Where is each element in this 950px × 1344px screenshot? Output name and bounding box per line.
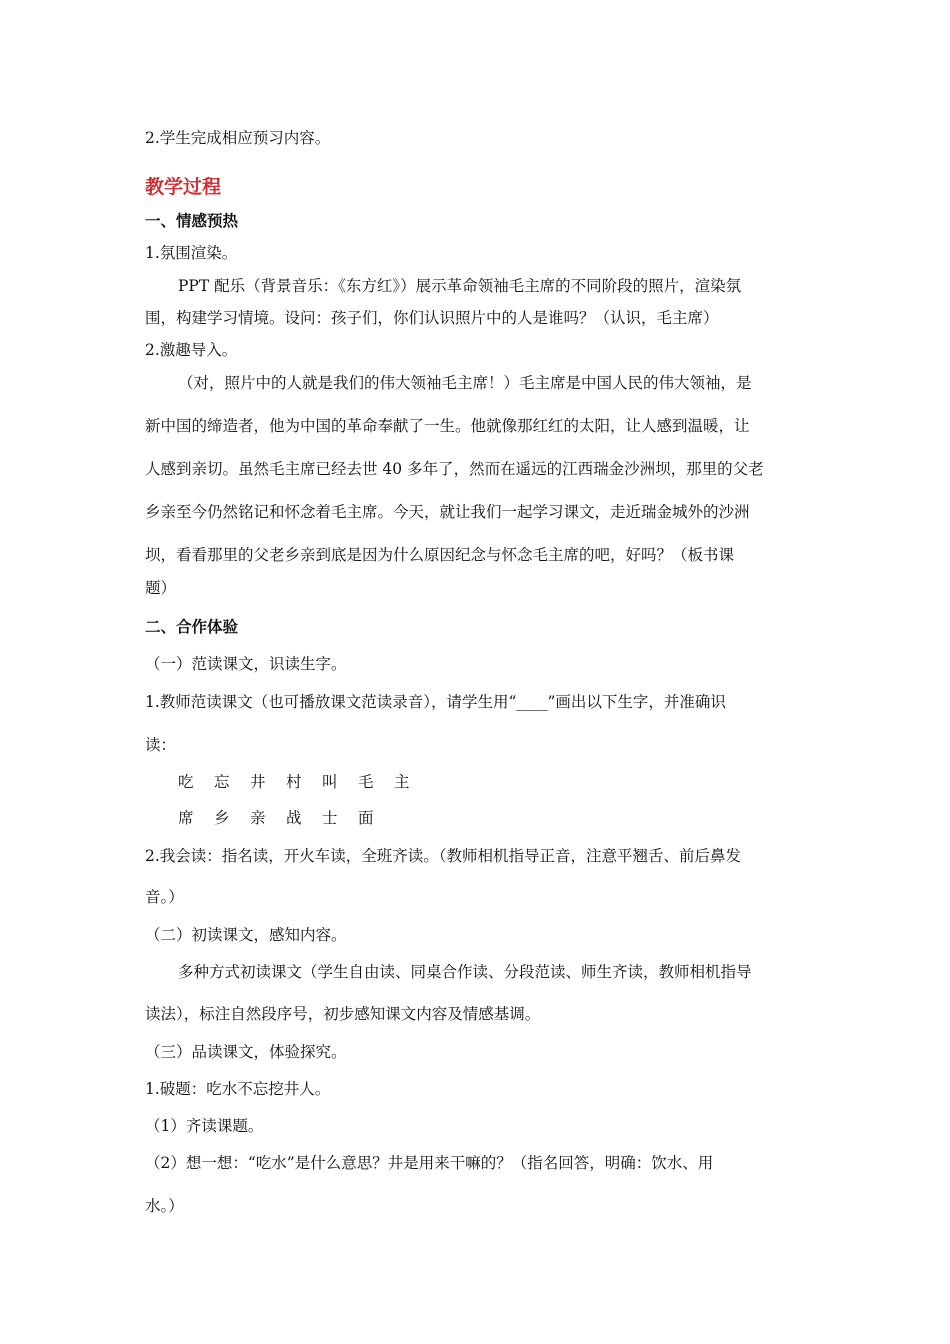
- part2-heading: 二、合作体验: [145, 618, 239, 636]
- paragraph-line: 读法），标注自然段序号，初步感知课文内容及情感基调。: [145, 1005, 541, 1023]
- paragraph-line: 2.我会读：指名读，开火车读，全班齐读。（教师相机指导正音，注意平翘舌、前后鼻发: [145, 847, 742, 865]
- char-cell: 村: [286, 773, 302, 791]
- char-cell: 毛: [358, 773, 374, 791]
- char-cell: 面: [358, 809, 374, 827]
- section-title: 教学过程: [145, 176, 222, 198]
- subheading: （一）范读课文，识读生字。: [145, 655, 347, 673]
- char-cell: 井: [250, 773, 266, 791]
- paragraph-line: （1）齐读课题。: [145, 1117, 264, 1135]
- paragraph-line: 坝，看看那里的父老乡亲到底是因为什么原因纪念与怀念毛主席的吧，好吗？（板书课: [145, 546, 735, 564]
- char-row: [178, 772, 430, 792]
- paragraph-line: 题）: [145, 579, 177, 597]
- paragraph-line: 人感到亲切。虽然毛主席已经去世 40 多年了，然而在遥远的江西瑞金沙洲坝，那里的父老: [145, 460, 764, 478]
- paragraph-line: 乡亲至今仍然铭记和怀念着毛主席。今天，就让我们一起学习课文，走近瑞金城外的沙洲: [145, 503, 750, 521]
- paragraph-line: 水。）: [145, 1197, 184, 1215]
- paragraph-line: （对，照片中的人就是我们的伟大领袖毛主席！）毛主席是中国人民的伟大领袖，是: [178, 374, 752, 392]
- char-cell: 战: [286, 809, 302, 827]
- char-cell: 忘: [214, 773, 230, 791]
- char-cell: 士: [322, 809, 338, 827]
- paragraph-line: （2）想一想：“吃水”是什么意思？井是用来干嘛的？（指名回答，明确：饮水、用: [145, 1154, 714, 1172]
- part1-item2: 2.激趣导入。: [145, 341, 238, 359]
- part1-heading: 一、情感预热: [145, 212, 239, 230]
- paragraph-line: 1.破题：吃水不忘挖井人。: [145, 1080, 331, 1098]
- char-cell: 亲: [250, 809, 266, 827]
- prep-item: 2.学生完成相应预习内容。: [145, 129, 331, 147]
- char-cell: 吃: [178, 773, 194, 791]
- paragraph-line: PPT 配乐（背景音乐：《东方红》）展示革命领袖毛主席的不同阶段的照片，渲染氛: [178, 277, 742, 295]
- paragraph-line: 1.教师范读课文（也可播放课文范读录音），请学生用“____”画出以下生字，并准确识: [145, 693, 726, 711]
- paragraph-line: 多种方式初读课文（学生自由读、同桌合作读、分段范读、师生齐读，教师相机指导: [178, 963, 752, 981]
- subheading: （三）品读课文，体验探究。: [145, 1043, 347, 1061]
- paragraph-line: 围，构建学习情境。设问：孩子们，你们认识照片中的人是谁吗？（认识，毛主席）: [145, 309, 719, 327]
- part1-item1: 1.氛围渲染。: [145, 244, 238, 262]
- char-cell: 乡: [214, 809, 230, 827]
- char-cell: 席: [178, 809, 194, 827]
- subheading: （二）初读课文，感知内容。: [145, 926, 347, 944]
- char-cell: 叫: [322, 773, 338, 791]
- paragraph-line: 新中国的缔造者，他为中国的革命奉献了一生。他就像那红红的太阳，让人感到温暖，让: [145, 417, 750, 435]
- paragraph-line: 音。）: [145, 888, 184, 906]
- char-cell: 主: [394, 773, 410, 791]
- char-row: [178, 808, 394, 828]
- paragraph-line: 读：: [145, 736, 177, 754]
